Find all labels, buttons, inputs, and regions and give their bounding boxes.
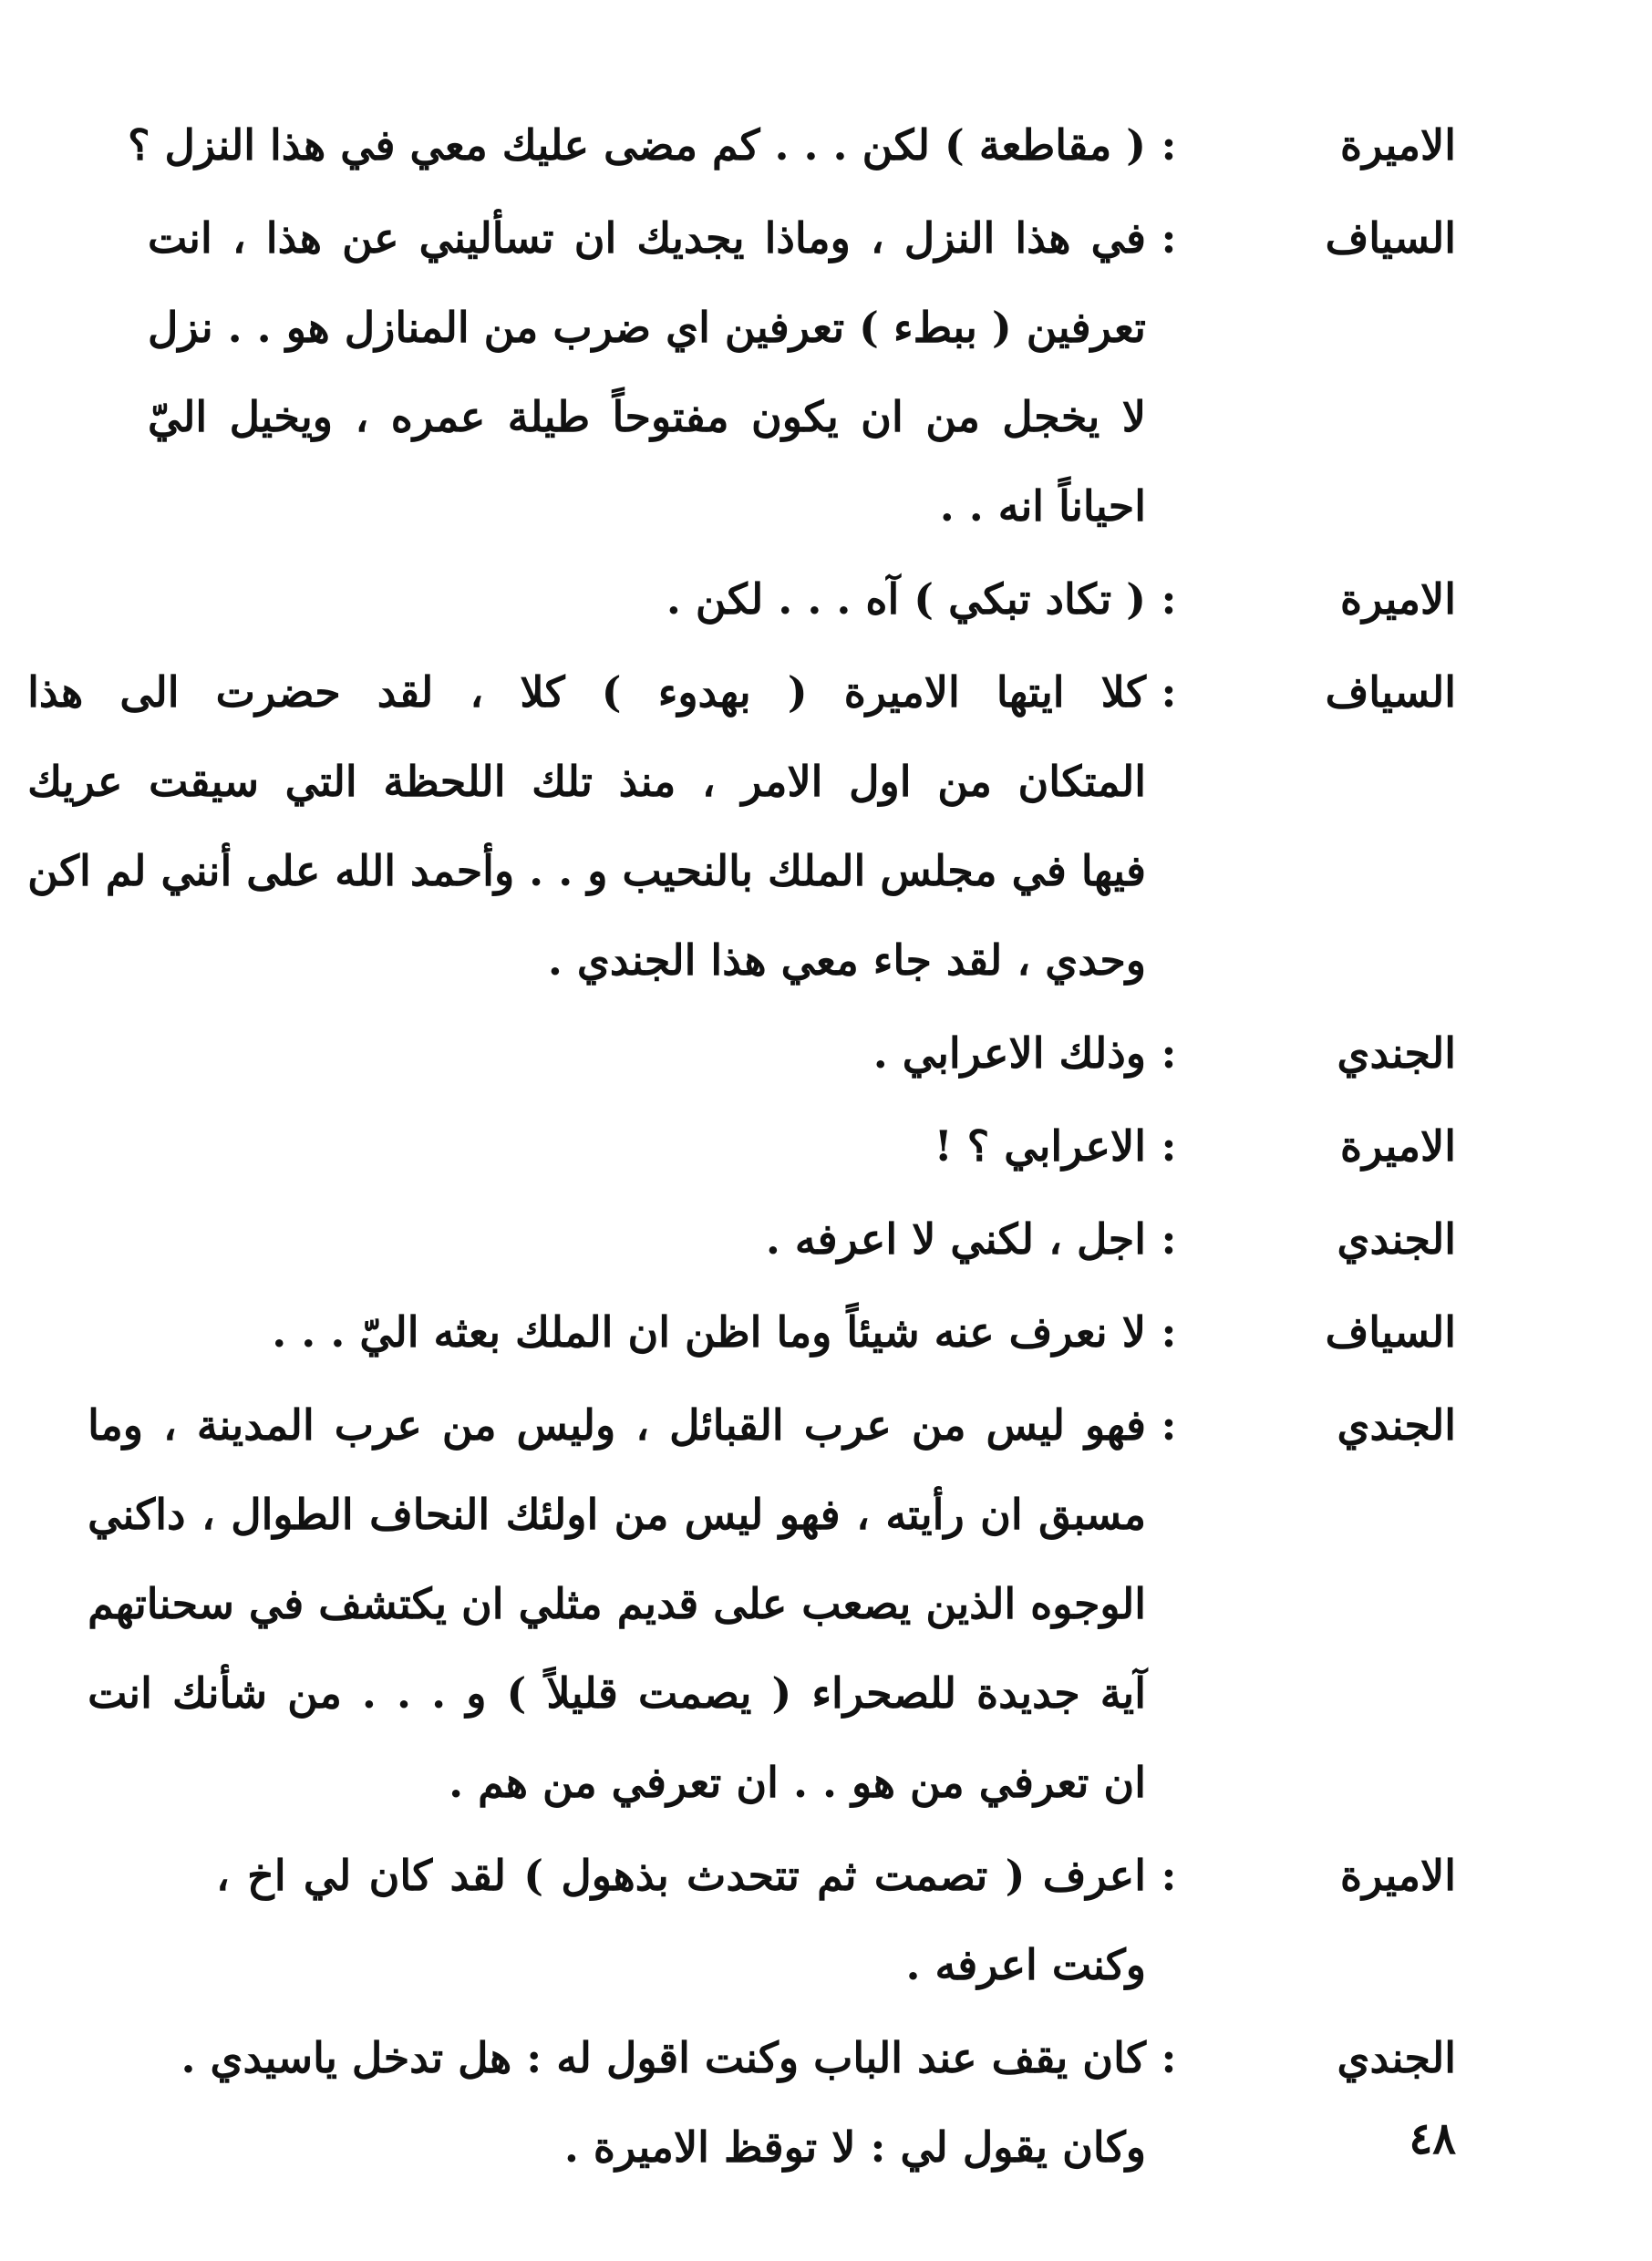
dialogue-entry bbox=[216, 554, 1456, 644]
speaker-name: الاميرة bbox=[1339, 120, 1456, 170]
speaker-separator: : bbox=[1161, 1400, 1177, 1450]
text-line: ان تعرفي من هو . . ان تعرفي من هم . bbox=[449, 1758, 1146, 1807]
speech-text bbox=[216, 1101, 1146, 1191]
dialogue-entry bbox=[128, 100, 1456, 190]
text-line: وحدي ، لقد جاء معي هذا الجندي . bbox=[547, 935, 1146, 985]
speaker-name: الجندي bbox=[1337, 1400, 1456, 1450]
speaker-separator: : bbox=[1161, 2033, 1177, 2082]
text-line: لا يخجل من ان يكون مفتوحاً طيلة عمره ، ويخيل اليّ bbox=[148, 392, 1146, 441]
speech-text bbox=[216, 554, 1146, 644]
dialogue-entry bbox=[216, 1194, 1456, 1284]
dialogue-entry bbox=[216, 1008, 1456, 1098]
text-line: فهو ليس من عرب القبائل ، وليس من عرب المدينة ، وما bbox=[88, 1400, 1146, 1450]
speaker-name: الجندي bbox=[1337, 1028, 1456, 1078]
text-line: مسبق ان رأيته ، فهو ليس من اولئك النحاف الطوال ، داكني bbox=[88, 1490, 1146, 1539]
text-line: الوجوه الذين يصعب على قديم مثلي ان يكتشف في سحناتهم bbox=[88, 1579, 1146, 1628]
text-line: لا نعرف عنه شيئاً وما اظن ان الملك بعثه اليّ . . . bbox=[272, 1307, 1146, 1357]
dialogue-entry bbox=[27, 647, 1456, 1005]
text-line: اجل ، لكني لا اعرفه . bbox=[765, 1214, 1146, 1264]
speech-text bbox=[88, 1380, 1146, 1827]
text-line: فيها في مجلس الملك بالنحيب و . . وأحمد الله على أنني لم اكن bbox=[27, 846, 1146, 895]
speaker-name: الجندي bbox=[1337, 1214, 1456, 1264]
dialogue-entry bbox=[88, 1380, 1456, 1827]
text-line: وكنت اعرفه . bbox=[905, 1940, 1146, 1989]
speech-text bbox=[27, 647, 1146, 1005]
speaker-separator: : bbox=[1161, 574, 1177, 624]
speaker-name: الجندي bbox=[1337, 2033, 1456, 2082]
dialogue-entry bbox=[216, 1831, 1456, 2009]
text-line: المتكان من اول الامر ، منذ تلك اللحظة التي سيقت عريك bbox=[27, 757, 1146, 806]
text-line: ( مقاطعة ) لكن . . . كم مضى عليك معي في هذا النزل ؟ bbox=[128, 120, 1146, 170]
dialogue bbox=[27, 100, 1456, 2195]
speech-text bbox=[181, 2013, 1146, 2192]
dialogue-entry bbox=[216, 1101, 1456, 1191]
speaker-separator: : bbox=[1161, 1121, 1177, 1171]
speech-text bbox=[148, 193, 1146, 551]
speaker-name: السياف bbox=[1325, 1307, 1456, 1357]
page-number: ٤٨ bbox=[1409, 2113, 1456, 2164]
text-line: احياناً انه . . bbox=[939, 481, 1146, 531]
text-line: ( تكاد تبكي ) آه . . . لكن . bbox=[666, 574, 1146, 624]
speech-text bbox=[216, 1287, 1146, 1377]
speaker-name: السياف bbox=[1325, 213, 1456, 263]
text-line: كلا ايتها الاميرة ( بهدوء ) كلا ، لقد حضرت الى هذا bbox=[27, 667, 1146, 717]
text-line: الاعرابي ؟ ! bbox=[934, 1121, 1146, 1171]
text-line: اعرف ( تصمت ثم تتحدث بذهول ) لقد كان لي اخ ، bbox=[216, 1851, 1146, 1900]
dialogue-entry bbox=[148, 193, 1456, 551]
speaker-name: الاميرة bbox=[1339, 574, 1456, 624]
text-line: تعرفين ( ببطء ) تعرفين اي ضرب من المنازل هو . . نزل bbox=[148, 303, 1146, 352]
speaker-separator: : bbox=[1161, 1214, 1177, 1264]
speech-text bbox=[128, 100, 1146, 190]
speaker-separator: : bbox=[1161, 1028, 1177, 1078]
speaker-name: الاميرة bbox=[1339, 1121, 1456, 1171]
speaker-separator: : bbox=[1161, 1851, 1177, 1900]
text-line: وكان يقول لي : لا توقظ الاميرة . bbox=[563, 2122, 1146, 2172]
text-line: آية جديدة للصحراء ( يصمت قليلاً ) و . . . من شأنك انت bbox=[88, 1668, 1146, 1718]
speech-text bbox=[216, 1194, 1146, 1284]
speaker-name: السياف bbox=[1325, 667, 1456, 717]
speaker-separator: : bbox=[1161, 1307, 1177, 1357]
speech-text bbox=[216, 1831, 1146, 2009]
speaker-separator: : bbox=[1161, 213, 1177, 263]
speaker-separator: : bbox=[1161, 120, 1177, 170]
speech-text bbox=[216, 1008, 1146, 1098]
dialogue-entry bbox=[181, 2013, 1456, 2192]
speaker-name: الاميرة bbox=[1339, 1851, 1456, 1900]
speaker-separator: : bbox=[1161, 667, 1177, 717]
text-line: كان يقف عند الباب وكنت اقول له : هل تدخل ياسيدي . bbox=[181, 2033, 1146, 2082]
text-line: في هذا النزل ، وماذا يجديك ان تسأليني عن هذا ، انت bbox=[148, 213, 1146, 263]
dialogue-entry bbox=[216, 1287, 1456, 1377]
text-line: وذلك الاعرابي . bbox=[872, 1028, 1146, 1078]
